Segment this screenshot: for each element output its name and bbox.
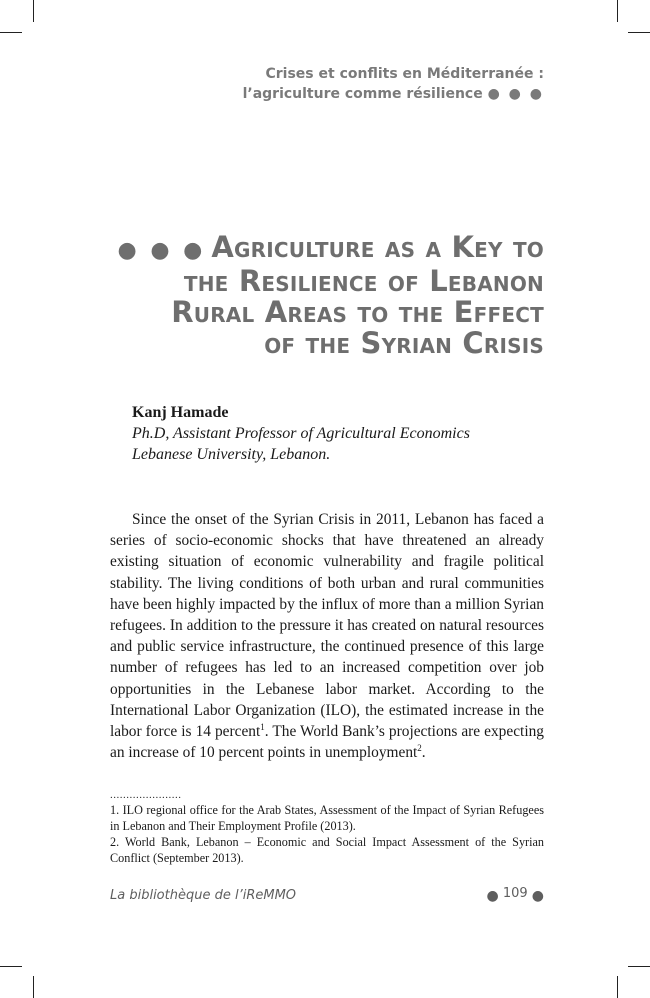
crop-mark [33,0,34,22]
author-position: Ph.D, Assistant Professor of Agricultural Economics [132,425,470,442]
running-head [243,64,544,104]
title-line3: Rural Areas to the Effect [171,295,544,329]
crop-mark [0,32,22,33]
footer-series-title: La bibliothèque de l’iReMMO [110,888,297,903]
crop-mark [628,32,650,33]
running-head-text: l’agriculture comme résilience [242,86,483,102]
running-head-line1: Crises et conflits en Méditerranée : [265,66,544,82]
bullet-icon: ● [531,888,544,904]
title-line2: the Resilience of Lebanon [183,264,544,298]
crop-mark [628,966,650,967]
author-block [132,402,470,465]
footnote-ref-1[interactable]: 1 [260,721,265,732]
bullet-icon: ● [486,888,499,904]
title-bullet-dots-icon: ● ● ● [117,238,206,263]
footnotes [110,802,544,866]
body-text-part1: Since the onset of the Syrian Crisis in 2011, Lebanon has faced a series of socio-economic shocks that have threatened an already existing situation of economic vulnerability and fragile political stability. The living conditions of both urban and rural communities have been highly impacted by the influx of more than a million Syrian refugees. In addition to the pressure it has created on natural resources and public service infrastructure, the continued presence of this large number of refugees has led to an increased competition over job opportunities in the Lebanese labor market. According to the International Labor Organization (ILO), the estimated increase in the labor force is 14 percent [110,511,544,741]
body-text-part2: . The World Bank’s projections are expecting an increase of 10 percent points in unemployment [110,723,544,762]
footnote-1: 1. ILO regional office for the Arab States, Assessment of the Impact of Syrian Refugees in Lebanon and Their Employment Profile (2013). [110,803,544,833]
author-institution: Lebanese University, Lebanon. [132,446,331,463]
crop-mark [617,0,618,22]
footer-page-number-block [486,885,544,904]
chapter-title [74,232,544,359]
footnote-separator: ...................... [110,789,182,801]
bullet-dots-icon: ● ● ● [487,86,544,102]
author-name: Kanj Hamade [132,404,229,421]
crop-mark [33,976,34,998]
footnote-2: 2. World Bank, Lebanon – Economic and Social Impact Assessment of the Syrian Conflict (September 2013). [110,835,544,865]
running-head-line2 [243,84,544,104]
title-line4: of the Syrian Crisis [264,326,544,360]
body-text-end: . [421,744,426,762]
page-number: 109 [502,886,528,901]
title-line1 [74,232,544,266]
title-line1-text: Agriculture as a Key to [211,230,544,264]
crop-mark [0,966,22,967]
body-paragraph [110,509,544,763]
footnote-ref-2[interactable]: 2 [417,743,422,754]
crop-mark [617,976,618,998]
